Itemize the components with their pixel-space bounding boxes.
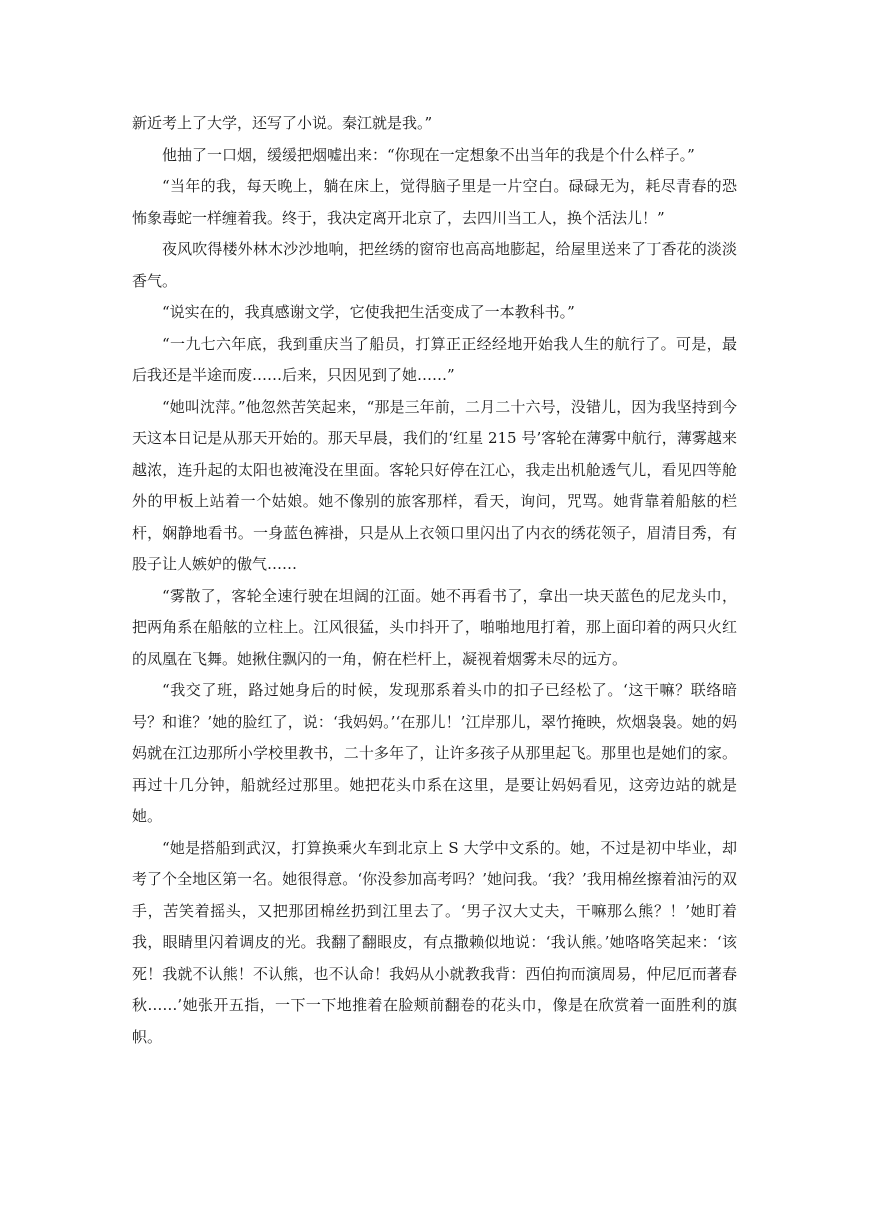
paragraph-9: “我交了班，路过她身后的时候，发现那系着头巾的扣子已经松了。‘这干嘛？联络暗号？和谁？’她的脸红了，说：‘我妈妈。’‘在那儿！’江岸那儿，翠竹掩映，炊烟袅袅。她的妈妈就在江边那所小学校里教书，二十多年了，让许多孩子从那里起飞。那里也是她们的家。再过十几分钟，船就经过那里。她把花头巾系在这里，是要让妈妈看见，这旁边站的就是她。: [132, 681, 737, 825]
paragraph-10: “她是搭船到武汉，打算换乘火车到北京上 S 大学中文系的。她，不过是初中毕业，却考了个全地区第一名。她很得意。‘你没参加高考吗？’她问我。‘我？’我用棉丝擦着油污的双手，苦笑着摇头，又把那团棉丝扔到江里去了。‘男子汉大丈夫，干嘛那么熊？！’她盯着我，眼睛里闪着调皮的光。我翻了翻眼皮，有点撒赖似地说：‘我认熊。’她咯咯笑起来：‘该死！我就不认熊！不认熊，也不认命！我妈从小就教我背：西伯拘而演周易，仲尼厄而著春秋……’她张开五指，一下一下地推着在脸颊前翻卷的花头巾，像是在欣赏着一面胜利的旗帜。: [132, 838, 737, 1046]
paragraph-5: “说实在的，我真感谢文学，它使我把生活变成了一本教科书。”: [162, 303, 575, 321]
paragraph-1: 新近考上了大学，还写了小说。秦江就是我。”: [132, 114, 433, 132]
paragraph-8: “雾散了，客轮全速行驶在坦阔的江面。她不再看书了，拿出一块天蓝色的尼龙头巾，把两角系在船舷的立柱上。江风很猛，头巾抖开了，啪啪地甩打着，那上面印着的两只火红的凤凰在飞舞。她揪住飘闪的一角，俯在栏杆上，凝视着烟雾未尽的远方。: [132, 586, 737, 668]
paragraph-6: “一九七六年底，我到重庆当了船员，打算正正经经地开始我人生的航行了。可是，最后我还是半途而废……后来，只因见到了她……”: [132, 334, 737, 384]
paragraph-4: 夜风吹得楼外林木沙沙地响，把丝绣的窗帘也高高地膨起，给屋里送来了丁香花的淡淡香气。: [132, 240, 737, 290]
paragraph-3: “当年的我，每天晚上，躺在床上，觉得脑子里是一片空白。碌碌无为，耗尽青春的恐怖象毒蛇一样缠着我。终于，我决定离开北京了，去四川当工人，换个活法儿！”: [132, 177, 737, 227]
document-page: [132, 108, 737, 1053]
paragraph-7: “她叫沈萍。”他忽然苦笑起来，“那是三年前，二月二十六号，没错儿，因为我坚持到今天这本日记是从那天开始的。那天早晨，我们的‘红星 215 号’客轮在薄雾中航行，薄雾越来越浓，连升起的太阳也被淹没在里面。客轮只好停在江心，我走出机舱透气儿，看见四等舱外的甲板上站着一个姑娘。她不像别的旅客那样，看天，询问，咒骂。她背靠着船舷的栏杆，娴静地看书。一身蓝色裤褂，只是从上衣领口里闪出了内衣的绣花领子，眉清目秀，有股子让人嫉妒的傲气……: [132, 397, 737, 573]
paragraph-2: 他抽了一口烟，缓缓把烟嘘出来：“你现在一定想象不出当年的我是个什么样子。”: [162, 145, 695, 164]
